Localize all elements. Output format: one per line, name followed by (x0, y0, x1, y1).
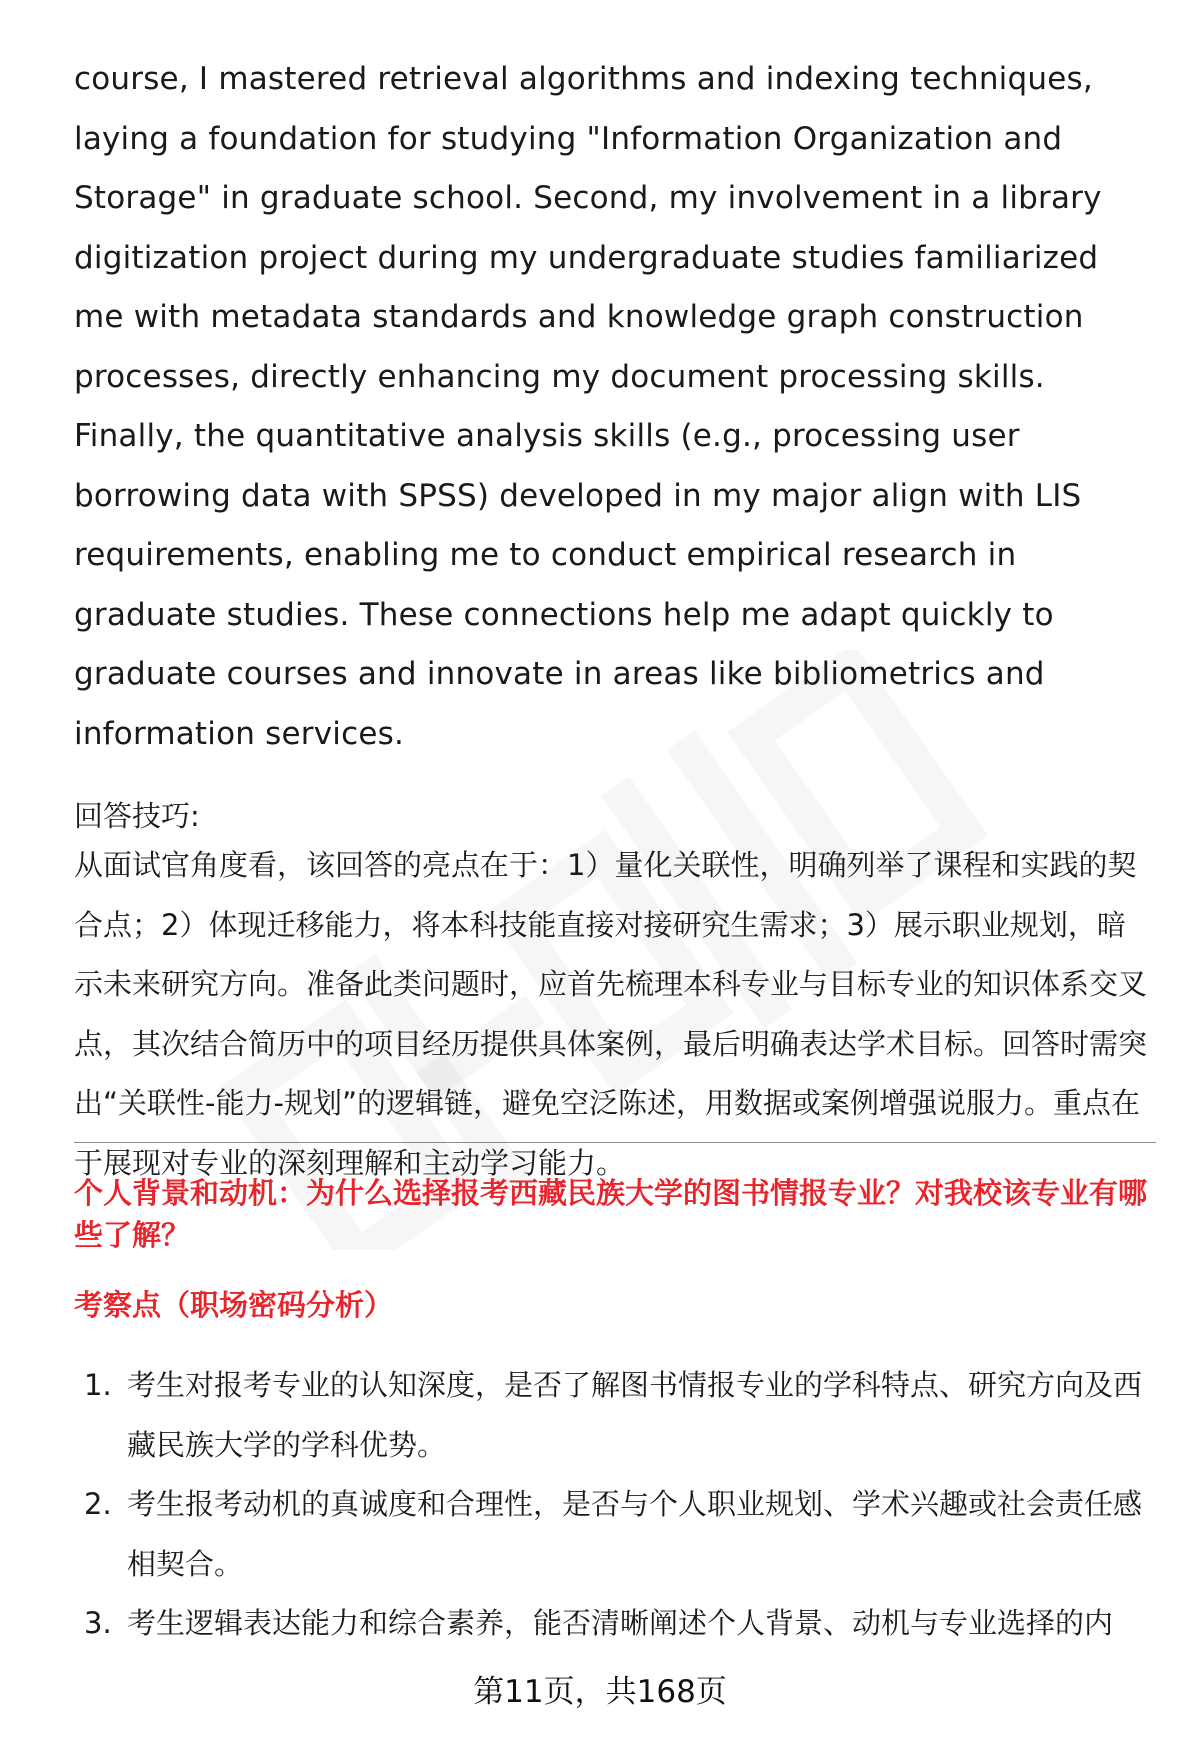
list-item (74, 1594, 1156, 1654)
list-item-text: 考生报考动机的真诚度和合理性，是否与个人职业规划、学术兴趣或社会责任感相契合。 (127, 1487, 1143, 1581)
assessment-heading: 考察点（职场密码分析） (74, 1288, 394, 1322)
list-item-number: 3. (84, 1606, 112, 1640)
list-item (74, 1356, 1156, 1475)
section-divider (74, 1142, 1156, 1143)
assessment-point-list (74, 1356, 1156, 1654)
list-item-text: 考生逻辑表达能力和综合素养，能否清晰阐述个人背景、动机与专业选择的内 (127, 1606, 1114, 1640)
tips-label: 回答技巧: (74, 799, 200, 833)
list-item-text: 考生对报考专业的认知深度，是否了解图书情报专业的学科特点、研究方向及西藏民族大学的学科优势。 (127, 1368, 1143, 1462)
answer-paragraph: course, I mastered retrieval algorithms and indexing techniques, laying a foundation for studying "Information Organization and Storage" in graduate school. Second, my involvement in a library digitization project during my undergraduate studies familiarized me with metadata standards and knowledge graph construction processes, directly enhancing my document processing skills. Finally, the quantitative analysis skills (e.g., processing user borrowing data with SPSS) developed in my major align with LIS requirements, enabling me to conduct empirical research in graduate studies. These connections help me adapt quickly to graduate courses and innovate in areas like bibliometrics and information services. (74, 61, 1102, 752)
list-item-number: 1. (84, 1368, 112, 1402)
tips-body: 从面试官角度看，该回答的亮点在于：1）量化关联性，明确列举了课程和实践的契合点；2）体现迁移能力，将本科技能直接对接研究生需求；3）展示职业规划，暗示未来研究方向。准备此类问题时，应首先梳理本科专业与目标专业的知识体系交叉点，其次结合简历中的项目经历提供具体案例，最后明确表达学术目标。回答时需突出“关联性-能力-规划”的逻辑链，避免空泛陈述，用数据或案例增强说服力。重点在于展现对专业的深刻理解和主动学习能力。 (74, 848, 1148, 1180)
page-footer: 第11页，共168页 (473, 1674, 727, 1710)
document-body (74, 50, 1154, 1193)
question-title: 个人背景和动机：为什么选择报考西藏民族大学的图书情报专业？对我校该专业有哪些了解？ (74, 1176, 1148, 1252)
list-item-number: 2. (84, 1487, 112, 1521)
list-item (74, 1475, 1156, 1594)
